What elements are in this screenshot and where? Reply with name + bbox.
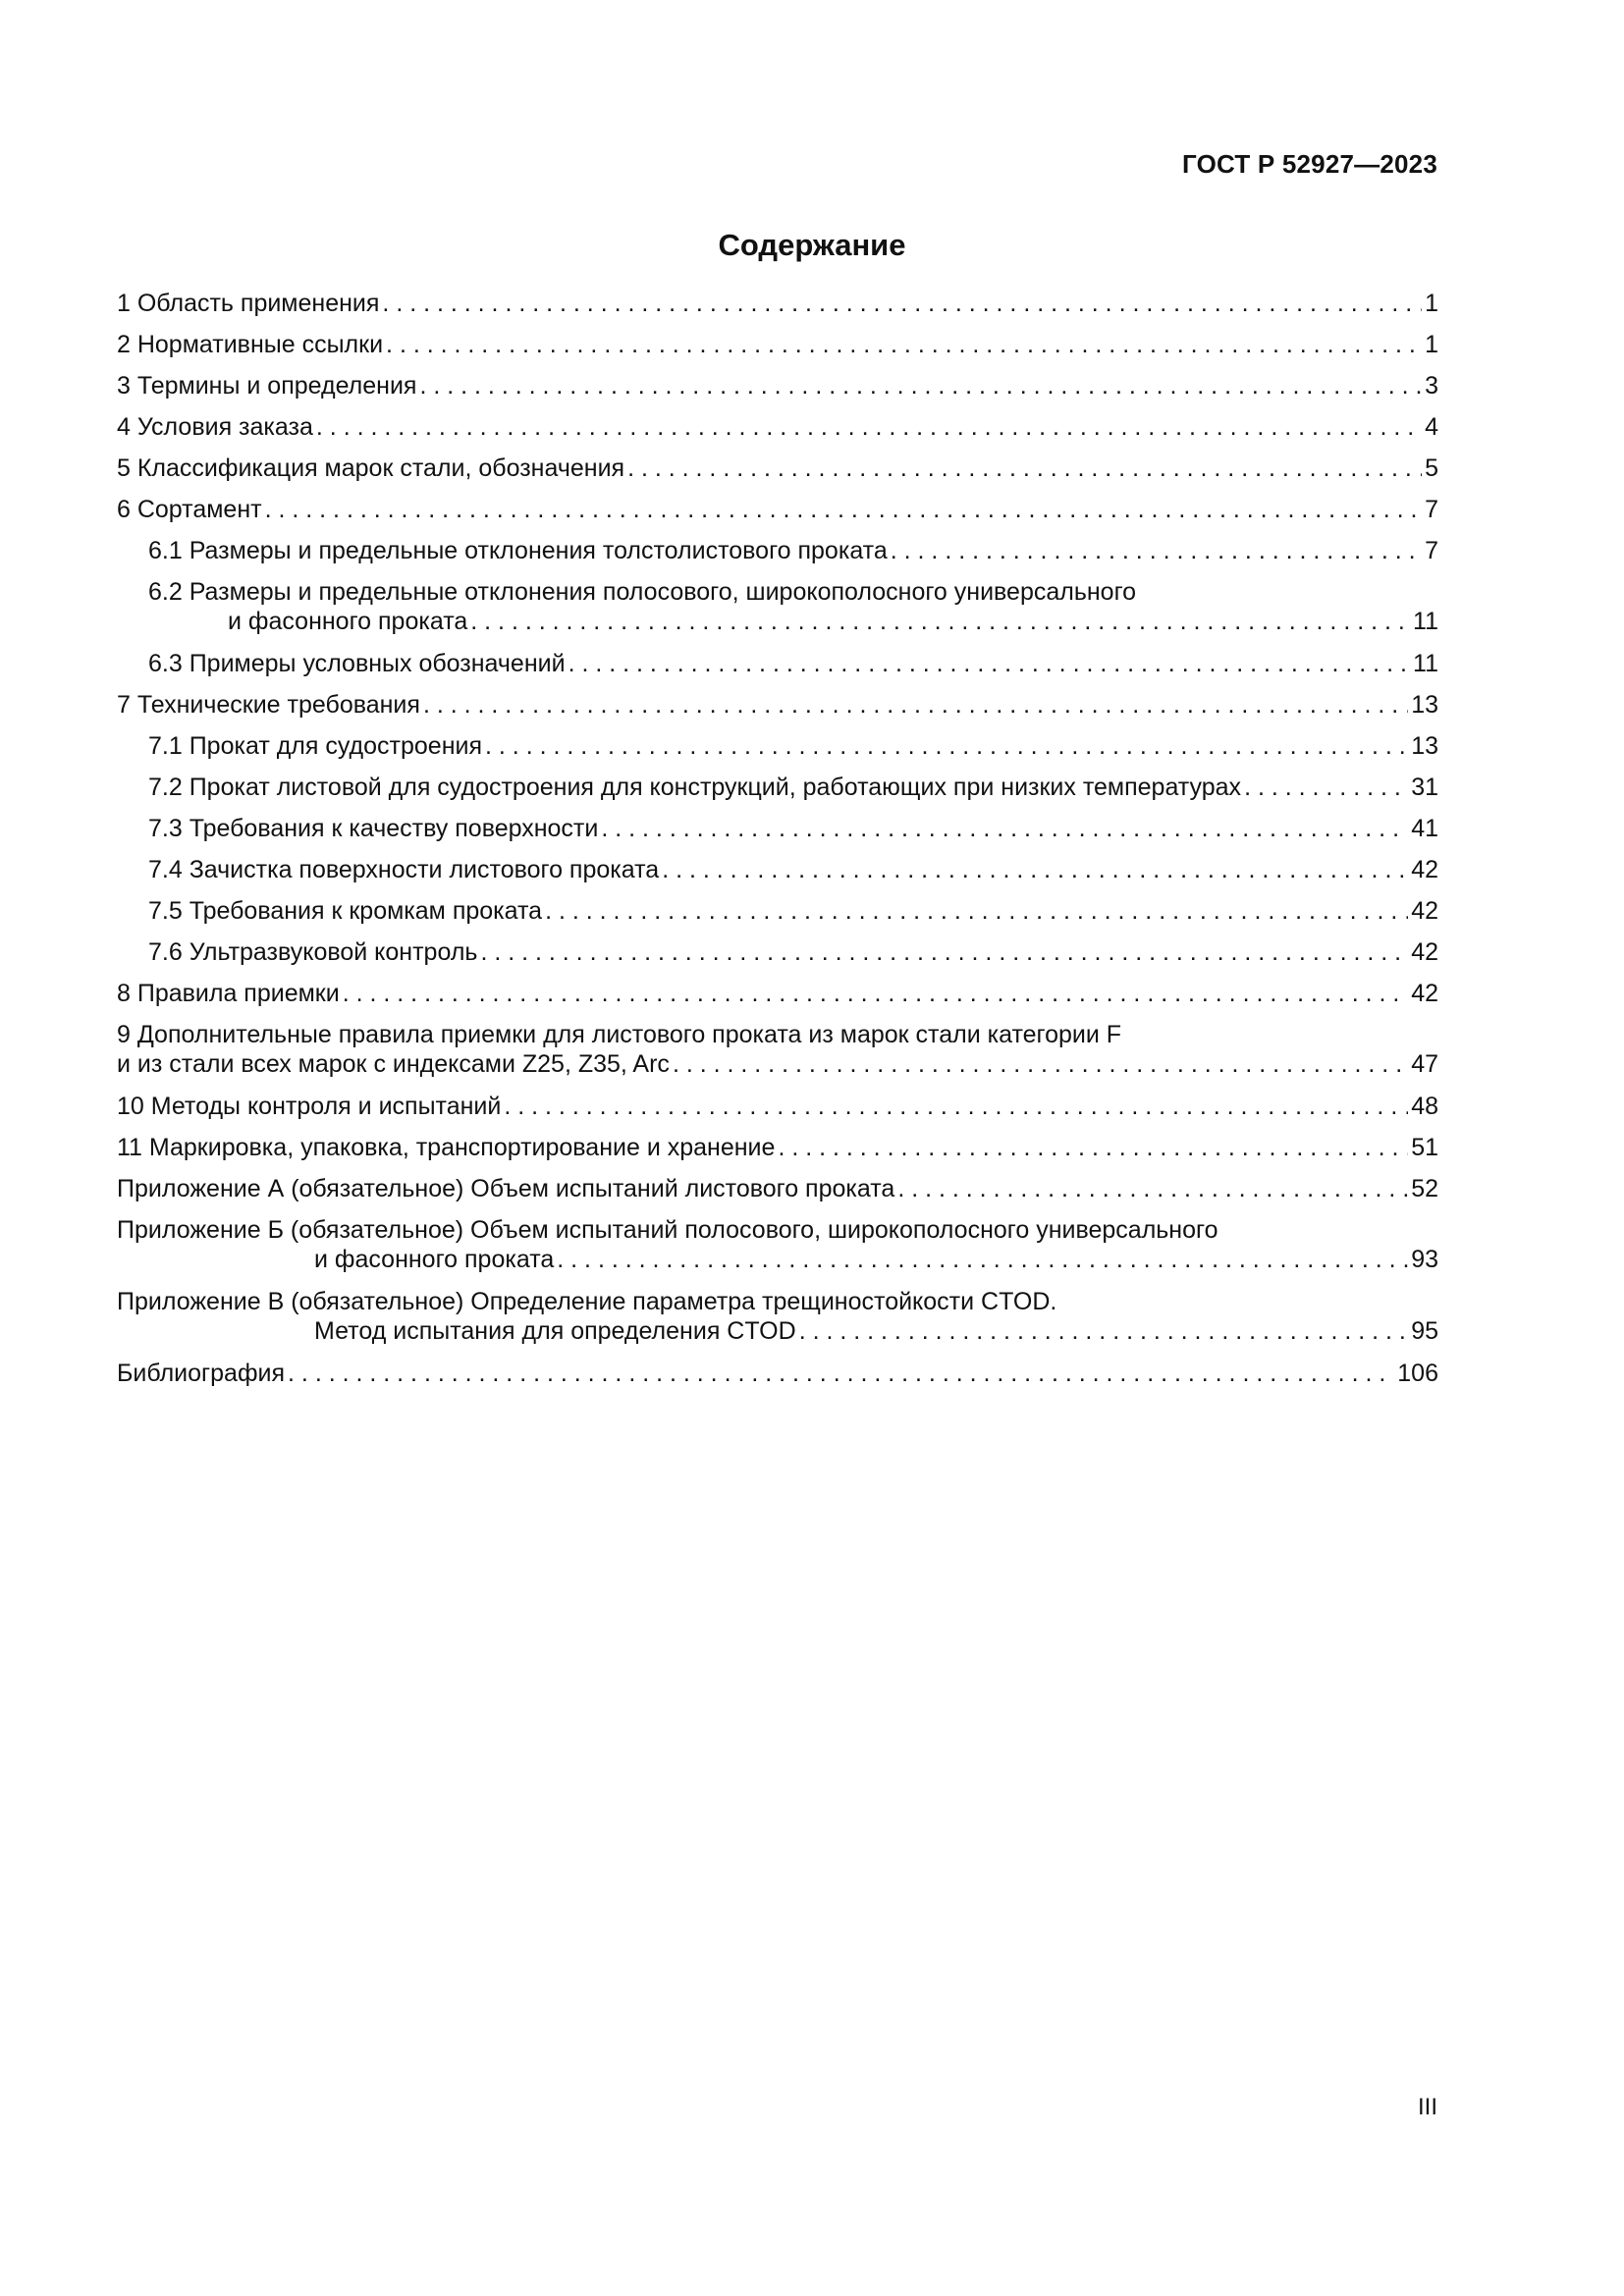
toc-entry-continuation: Метод испытания для определения CTOD: [314, 1317, 796, 1345]
dot-leader: [386, 330, 1422, 359]
toc-entry-page: 5: [1425, 454, 1438, 482]
toc-entry-page: 11: [1413, 650, 1438, 677]
toc-entry-title: 10 Методы контроля и испытаний: [117, 1093, 502, 1120]
toc-entry[interactable]: [117, 1133, 1438, 1162]
toc-entry-page: 51: [1411, 1134, 1438, 1161]
toc-entry[interactable]: [117, 1287, 1438, 1346]
toc-entry[interactable]: [117, 649, 1438, 678]
dot-leader: [423, 690, 1408, 720]
dot-leader: [1244, 773, 1408, 802]
toc-entry[interactable]: [117, 979, 1438, 1008]
toc-entry-page: 52: [1411, 1175, 1438, 1202]
toc-entry-page: 93: [1411, 1246, 1438, 1273]
toc-entry-page: 11: [1413, 608, 1438, 635]
toc-entry-title: 9 Дополнительные правила приемки для листового проката из марок стали категории F: [117, 1021, 1122, 1048]
toc-entry-title: 7.2 Прокат листовой для судостроения для конструкций, работающих при низких температурах: [148, 774, 1242, 801]
toc-entry-title: 8 Правила приемки: [117, 980, 340, 1007]
toc-entry[interactable]: [117, 896, 1438, 926]
toc-entry[interactable]: [117, 855, 1438, 884]
toc-entry[interactable]: [117, 412, 1438, 442]
dot-leader: [601, 814, 1408, 843]
toc-entry-title: 7.6 Ультразвуковой контроль: [148, 938, 478, 966]
toc-entry[interactable]: [117, 1020, 1438, 1079]
dot-leader: [799, 1316, 1409, 1346]
dot-leader: [343, 979, 1408, 1008]
toc-entry-page: 31: [1411, 774, 1438, 801]
toc-entry-title: 7.1 Прокат для судостроения: [148, 732, 483, 760]
toc-entry-title: 6.3 Примеры условных обозначений: [148, 650, 566, 677]
table-of-contents: [117, 289, 1438, 1400]
page-number: III: [1417, 2094, 1437, 2120]
dot-leader: [316, 412, 1422, 442]
toc-entry-title: 11 Маркировка, упаковка, транспортирование и хранение: [117, 1134, 776, 1161]
dot-leader: [382, 289, 1422, 318]
toc-entry[interactable]: [117, 1359, 1438, 1388]
toc-entry-page: 95: [1411, 1317, 1438, 1345]
toc-entry-page: 3: [1425, 372, 1438, 400]
toc-entry[interactable]: [117, 577, 1438, 636]
dot-leader: [673, 1049, 1408, 1079]
toc-entry-title: 6.2 Размеры и предельные отклонения полосового, широкополосного универсального: [148, 578, 1137, 606]
toc-entry-page: 42: [1411, 980, 1438, 1007]
dot-leader: [485, 731, 1408, 761]
toc-entry-title: Приложение А (обязательное) Объем испытаний листового проката: [117, 1175, 895, 1202]
toc-entry-page: 7: [1425, 496, 1438, 523]
toc-entry-continuation: и из стали всех марок с индексами Z25, Z35, Arc: [117, 1050, 670, 1078]
dot-leader: [265, 495, 1423, 524]
toc-entry-page: 47: [1411, 1050, 1438, 1078]
toc-entry-page: 13: [1411, 732, 1438, 760]
toc-entry-page: 4: [1425, 413, 1438, 441]
toc-entry-page: 42: [1411, 856, 1438, 883]
document-code: ГОСТ Р 52927—2023: [1182, 149, 1437, 179]
toc-entry-page: 42: [1411, 897, 1438, 925]
toc-entry-title: 3 Термины и определения: [117, 372, 417, 400]
dot-leader: [897, 1174, 1408, 1203]
dot-leader: [557, 1245, 1408, 1274]
toc-entry-title: 7.5 Требования к кромкам проката: [148, 897, 543, 925]
dot-leader: [504, 1092, 1408, 1121]
toc-entry-title: 7.4 Зачистка поверхности листового проката: [148, 856, 660, 883]
toc-entry[interactable]: [117, 814, 1438, 843]
toc-entry-title: Библиография: [117, 1360, 286, 1387]
toc-entry[interactable]: [117, 454, 1438, 483]
dot-leader: [568, 649, 1410, 678]
dot-leader: [470, 607, 1410, 636]
toc-entry-page: 13: [1411, 691, 1438, 719]
toc-entry-page: 48: [1411, 1093, 1438, 1120]
toc-entry-page: 1: [1425, 290, 1438, 317]
toc-entry[interactable]: [117, 330, 1438, 359]
toc-entry-continuation: и фасонного проката: [314, 1246, 555, 1273]
toc-entry[interactable]: [117, 1215, 1438, 1274]
dot-leader: [545, 896, 1408, 926]
toc-entry[interactable]: [117, 937, 1438, 967]
dot-leader: [419, 371, 1422, 400]
toc-entry[interactable]: [117, 1092, 1438, 1121]
toc-entry-continuation: и фасонного проката: [228, 608, 468, 635]
toc-entry-page: 42: [1411, 938, 1438, 966]
dot-leader: [662, 855, 1408, 884]
toc-entry[interactable]: [117, 371, 1438, 400]
toc-entry[interactable]: [117, 773, 1438, 802]
toc-entry[interactable]: [117, 495, 1438, 524]
toc-entry-page: 41: [1411, 815, 1438, 842]
dot-leader: [480, 937, 1408, 967]
toc-entry-page: 7: [1425, 537, 1438, 564]
toc-entry-title: 5 Классификация марок стали, обозначения: [117, 454, 625, 482]
toc-entry-title: 7.3 Требования к качеству поверхности: [148, 815, 599, 842]
toc-heading: Содержание: [718, 228, 906, 262]
dot-leader: [627, 454, 1422, 483]
toc-entry[interactable]: [117, 731, 1438, 761]
toc-entry-page: 106: [1397, 1360, 1438, 1387]
toc-entry-title: 7 Технические требования: [117, 691, 420, 719]
toc-entry-title: 6.1 Размеры и предельные отклонения толстолистового проката: [148, 537, 888, 564]
toc-entry[interactable]: [117, 1174, 1438, 1203]
dot-leader: [778, 1133, 1408, 1162]
toc-entry-title: 4 Условия заказа: [117, 413, 313, 441]
toc-entry-page: 1: [1425, 331, 1438, 358]
toc-entry-title: Приложение Б (обязательное) Объем испытаний полосового, широкополосного универсального: [117, 1216, 1218, 1244]
toc-entry-title: 2 Нормативные ссылки: [117, 331, 384, 358]
toc-entry[interactable]: [117, 536, 1438, 565]
toc-entry[interactable]: [117, 690, 1438, 720]
dot-leader: [891, 536, 1422, 565]
dot-leader: [288, 1359, 1394, 1388]
toc-entry-title: 6 Сортамент: [117, 496, 262, 523]
toc-entry-title: Приложение В (обязательное) Определение параметра трещиностойкости CTOD.: [117, 1288, 1057, 1315]
toc-entry-title: 1 Область применения: [117, 290, 380, 317]
toc-entry[interactable]: [117, 289, 1438, 318]
